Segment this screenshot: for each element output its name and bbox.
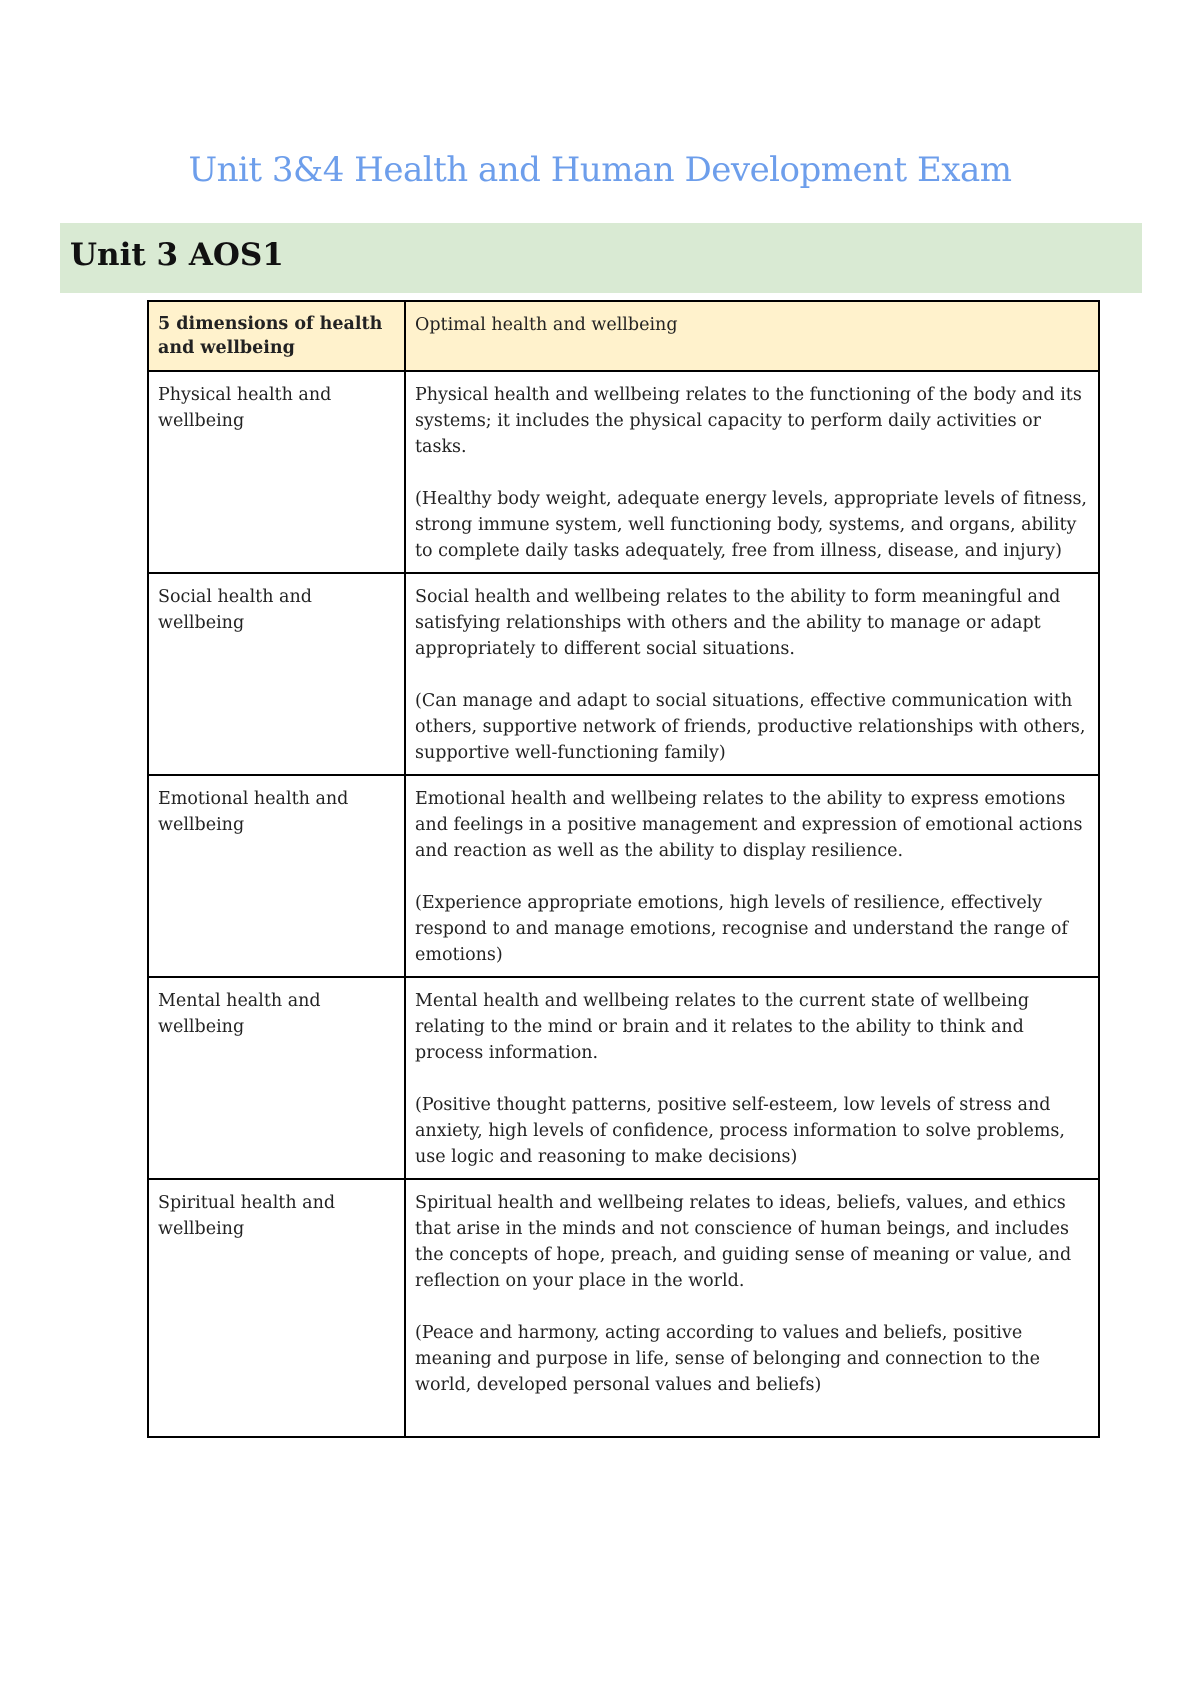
definition-text: Social health and wellbeing relates to the ability to form meaningful and satisfying relationships with others and the ability to manage or adapt appropriately to different social situations. (415, 587, 1061, 659)
description-cell (405, 775, 1099, 977)
section-heading-bar (60, 223, 1142, 293)
examples-text: (Experience appropriate emotions, high levels of resilience, effectively respond to and manage emotions, recognise and understand the range of emotions) (415, 893, 1068, 965)
table-row-emotional (148, 775, 1099, 977)
dimension-cell: Spiritual health and wellbeing (148, 1179, 405, 1437)
health-dimensions-table (147, 300, 1100, 1438)
table-header-row (148, 301, 1099, 371)
examples-text: (Peace and harmony, acting according to values and beliefs, positive meaning and purpose in life, sense of belonging and connection to the world, developed personal values and beliefs) (415, 1323, 1040, 1395)
examples-text: (Healthy body weight, adequate energy levels, appropriate levels of fitness, strong immune system, well functioning body, systems, and organs, ability to complete daily tasks adequately, free from illness, disease, and injury) (415, 489, 1087, 561)
header-optimal-health: Optimal health and wellbeing (405, 301, 1099, 371)
description-cell (405, 1179, 1099, 1437)
table-row-physical (148, 371, 1099, 573)
dimension-cell: Mental health and wellbeing (148, 977, 405, 1179)
definition-text: Mental health and wellbeing relates to the current state of wellbeing relating to the mind or brain and it relates to the ability to think and process information. (415, 991, 1030, 1063)
header-dimensions: 5 dimensions of health and wellbeing (148, 301, 405, 371)
table-row-social (148, 573, 1099, 775)
definition-text: Physical health and wellbeing relates to the functioning of the body and its systems; it includes the physical capacity to perform daily activities or tasks. (415, 385, 1082, 457)
definition-text: Emotional health and wellbeing relates to the ability to express emotions and feelings in a positive management and expression of emotional actions and reaction as well as the ability to display resilience. (415, 789, 1083, 861)
examples-text: (Can manage and adapt to social situations, effective communication with others, supportive network of friends, productive relationships with others, supportive well-functioning family) (415, 691, 1086, 763)
description-cell (405, 371, 1099, 573)
dimension-cell: Social health and wellbeing (148, 573, 405, 775)
examples-text: (Positive thought patterns, positive self-esteem, low levels of stress and anxiety, high levels of confidence, process information to solve problems, use logic and reasoning to make decisions) (415, 1095, 1065, 1167)
table-row-spiritual (148, 1179, 1099, 1437)
document-title: Unit 3&4 Health and Human Development Exam (188, 150, 1012, 190)
description-cell (405, 977, 1099, 1179)
table-row-mental (148, 977, 1099, 1179)
section-heading: Unit 3 AOS1 (70, 237, 284, 273)
dimension-cell: Physical health and wellbeing (148, 371, 405, 573)
dimension-cell: Emotional health and wellbeing (148, 775, 405, 977)
definition-text: Spiritual health and wellbeing relates to ideas, beliefs, values, and ethics that arise in the minds and not conscience of human beings, and includes the concepts of hope, preach, and guiding sense of meaning or value, and reflection on your place in the world. (415, 1193, 1072, 1291)
description-cell (405, 573, 1099, 775)
